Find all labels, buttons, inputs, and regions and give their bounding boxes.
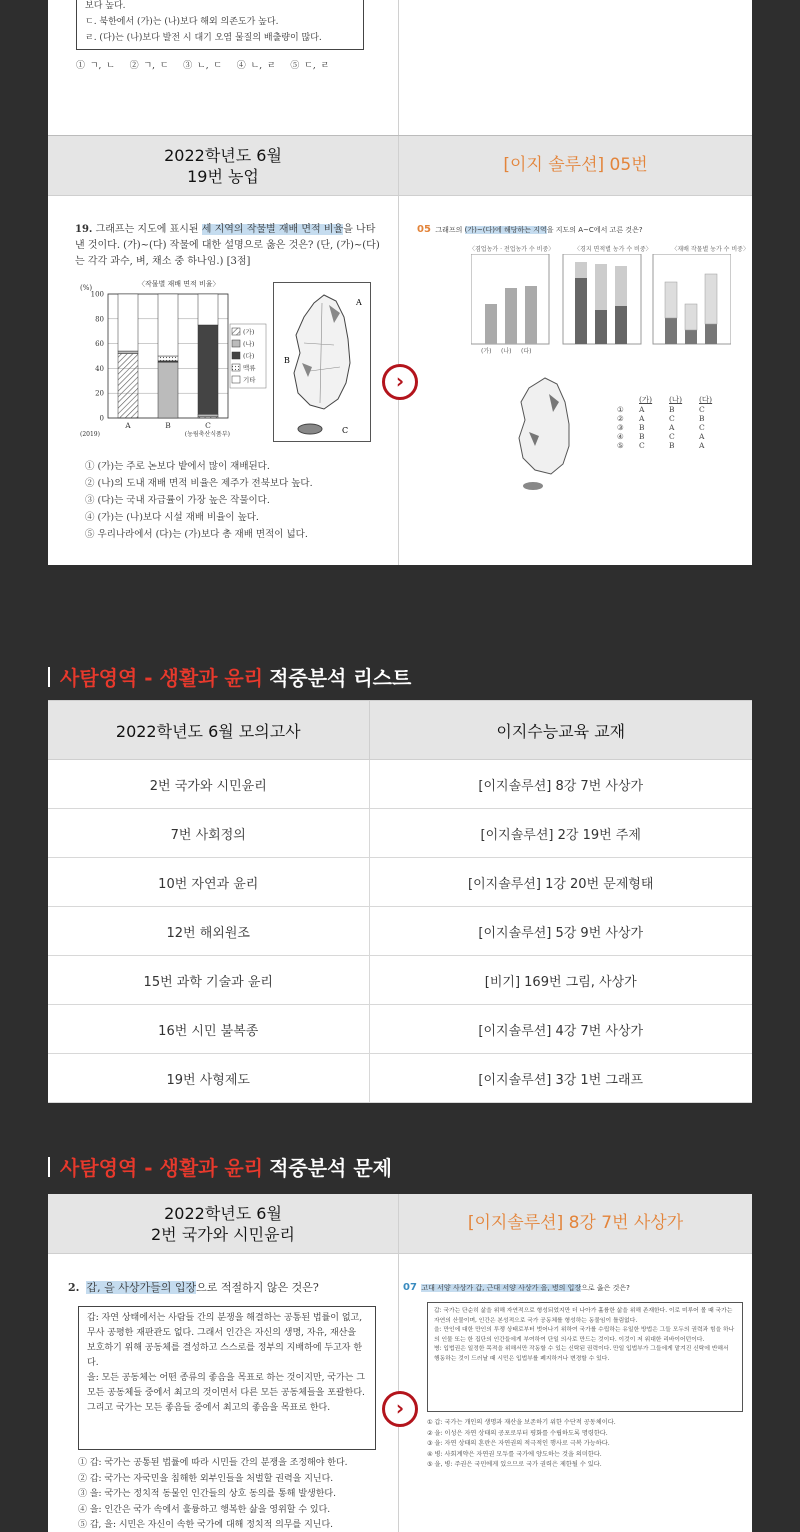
chevron-right-icon[interactable]: › (382, 1391, 418, 1427)
question-text-part: 을 나타낸 것이다. (가)~(다) 작물에 대한 설명으로 옳은 것은? (단, (가)~(다)는 각각 과수, 벼, 채소 중 하나임.) [3점] (75, 224, 380, 267)
y-tick-label: 60 (95, 340, 104, 349)
answer-row (617, 423, 729, 432)
legend-swatch (232, 340, 240, 347)
answer-row (617, 414, 729, 423)
table-cell: [이지솔루션] 2강 19번 주제 (369, 809, 752, 858)
solution-highlight: (가)~(다)에 해당하는 지역 (464, 226, 547, 234)
bar-segment (198, 294, 218, 325)
exam-header (48, 136, 399, 196)
thinker-statement: 병: 입법권은 일정한 목적을 위해서만 작동할 수 있는 신탁된 권력이다. 만일 입법부가 그들에게 맡겨진 신탁에 반해서 행동하는 것이 드러날 때 시민은 입법부를 폐지하거나 변경할 수 있다. (434, 1346, 729, 1362)
analysis-list-table (48, 700, 752, 1103)
header-line: 2022학년도 6월 (164, 145, 282, 165)
table-row (48, 1005, 752, 1054)
mini-chart-title: 〈재배 작물별 농가 수 비중〉 (671, 246, 749, 253)
y-tick-label: 20 (95, 389, 104, 398)
crop-area-chart (78, 278, 268, 448)
bar-segment (158, 294, 178, 356)
question-highlight: 갑, 을 사상가들의 입장 (86, 1281, 197, 1294)
question-text (75, 222, 381, 270)
answer-row (617, 405, 729, 414)
table-cell: 2번 국가와 시민윤리 (48, 760, 369, 809)
table-cell: [비기] 169번 그림, 사상가 (369, 956, 752, 1005)
option: ③ (다)는 국내 자급률이 가장 높은 작물이다. (85, 495, 270, 506)
option: ① 갑: 국가는 공통된 법률에 따라 시민들 간의 분쟁을 조정해야 한다. (78, 1458, 348, 1468)
solution-text-part: 으로 옳은 것은? (581, 1284, 630, 1292)
answer-cell: B (669, 405, 675, 414)
option: ② (나)의 도내 재배 면적 비율은 제주가 전북보다 높다. (85, 478, 313, 489)
x-tick-label: A (125, 421, 131, 430)
legend-swatch (232, 352, 240, 359)
answer-cell: B (639, 423, 645, 432)
bar-segment (118, 351, 138, 353)
table-cell: [이지솔루션] 8강 7번 사상가 (369, 760, 752, 809)
answer-row (617, 441, 729, 450)
section-title-list (48, 662, 411, 691)
top-left-exam (48, 0, 399, 135)
option: ⑤ 우리나라에서 (다)는 (가)보다 총 재배 면적이 넓다. (85, 529, 308, 540)
legend-label: (가) (243, 328, 255, 336)
solution-text (417, 224, 643, 235)
answer-cell: B (699, 414, 705, 423)
chart-unit: (%) (80, 284, 93, 292)
option: ④ (가)는 (나)보다 시설 재배 비율이 높다. (85, 512, 259, 523)
option: ③ 을: 자연 상태의 혼란은 자연권의 적극적인 행사로 극복 가능하다. (427, 1440, 610, 1447)
solution-header: [이지솔루션] 8강 7번 사상가 (399, 1194, 752, 1254)
solution-number: 07 (403, 1282, 417, 1293)
table-cell: 15번 과학 기술과 윤리 (48, 956, 369, 1005)
solution-text (403, 1282, 630, 1293)
answer-cell: C (639, 441, 645, 450)
thinker-box (78, 1306, 376, 1450)
question-text-part: 으로 적절하지 않은 것은? (196, 1281, 319, 1294)
solution-highlight: 고대 서양 사상가 갑, 근대 서양 사상가 을, 병의 입장 (421, 1284, 582, 1292)
top-right-empty (399, 0, 752, 135)
section-title-text: 적중분석 문제 (269, 1156, 392, 1180)
mini-chart-title: 〈겸업농가 · 전업농가 수 비중〉 (469, 246, 555, 253)
thinker-statement: 을: 모든 공동체는 어떤 종류의 좋음을 목표로 하는 것이지만, 국가는 그 모든 공동체들 중에서 최고의 것이면서 다른 모든 공동체들을 포괄한다. 그리고 국가는 모든 좋음들 중에서 최고의 좋음을 목표로 한다. (87, 1373, 365, 1413)
statement-box (76, 0, 364, 50)
solution-text-part: 그래프의 (435, 226, 465, 234)
legend-swatch (232, 328, 240, 335)
header-line: 2022학년도 6월 (164, 1203, 282, 1223)
option: ② 갑: 국가는 자국민을 침해한 외부인들을 처벌할 권력을 지닌다. (78, 1473, 334, 1484)
solution-question (399, 196, 752, 565)
mini-chart-title: 〈경지 면적별 농가 수 비중〉 (574, 246, 652, 253)
legend-label: 기타 (243, 376, 256, 384)
table-row (48, 760, 752, 809)
thinker-statement: 을: 만인에 대한 만인의 투쟁 상태로부터 벗어나기 위하여 국가를 수립하는 유일한 방법은 그들 모두의 권력과 힘을 하나의 인물 또는 한 집단의 인간들에게 부여하여 단일 의사로 만드는 것이다. 이것이 저 위대한 리바이어던이다. (434, 1327, 735, 1343)
bar-segment (158, 362, 178, 418)
solution-text-part: 을 지도의 A~C에서 고른 것은? (546, 226, 643, 234)
answer-col: (다) (699, 395, 713, 404)
option: ① (가)는 주로 논보다 밭에서 많이 재배된다. (85, 461, 270, 472)
exam-header (48, 1194, 399, 1254)
table-row (48, 956, 752, 1005)
table-cell: [이지솔루션] 3강 1번 그래프 (369, 1054, 752, 1103)
option: ① ㄱ, ㄴ (76, 61, 115, 71)
y-tick-label: 100 (90, 290, 104, 299)
answer-cell: A (699, 432, 705, 441)
option: ⑤ 갑, 을: 시민은 자신이 속한 국가에 대해 정치적 의무를 지닌다. (78, 1520, 334, 1530)
option: ② ㄱ, ㄷ (129, 61, 169, 71)
table-cell: [이지솔루션] 4강 7번 사상가 (369, 1005, 752, 1054)
answer-table (617, 394, 729, 450)
option: ④ 병: 사회계약은 자연권 모두를 국가에 양도하는 것을 의미한다. (427, 1450, 602, 1458)
chart-title: 〈작물별 재배 면적 비율〉 (138, 280, 220, 288)
table-cell: 19번 사형제도 (48, 1054, 369, 1103)
section-title-bar (48, 1157, 50, 1177)
thinker-statement: 갑: 자연 상태에서는 사람들 간의 분쟁을 해결하는 공통된 법률이 없고, 무사 공평한 재판관도 없다. 그래서 인간은 자신의 생명, 자유, 재산을 보호하기 위해 공동체를 결성하고 스스로를 정부의 지배하에 두고자 한다. (87, 1313, 363, 1368)
option: ④ 을: 인간은 국가 속에서 훌륭하고 행복한 삶을 영위할 수 있다. (78, 1504, 331, 1515)
options-list (78, 1456, 348, 1532)
x-tick-label: C (205, 421, 211, 430)
map-label-a: A (356, 298, 362, 307)
answer-cell: A (669, 423, 675, 432)
option: ④ ㄴ, ㄹ (236, 61, 276, 71)
solution-bar-labels (481, 346, 741, 355)
question-number: 2. (68, 1281, 80, 1294)
statement-line: ㄹ. (다)는 (나)보다 발전 시 대기 오염 물질의 배출량이 많다. (85, 33, 322, 43)
solution-chart-titles (469, 244, 749, 253)
question-text (68, 1280, 319, 1296)
solution-map-icon (501, 372, 587, 494)
y-tick-label: 40 (95, 364, 104, 373)
solution-options (427, 1418, 616, 1471)
y-tick-label: 0 (99, 414, 104, 423)
bar-label: (가) (481, 348, 492, 355)
y-tick-label: 80 (95, 315, 104, 324)
x-tick-label: B (165, 421, 171, 430)
bar-label: (다) (521, 348, 532, 355)
options-list (85, 458, 313, 543)
table-cell: 7번 사회정의 (48, 809, 369, 858)
legend-swatch (232, 364, 240, 371)
table-cell: 16번 시민 불복종 (48, 1005, 369, 1054)
chevron-right-icon[interactable]: › (382, 364, 418, 400)
legend-label: 맥류 (243, 364, 256, 372)
legend-label: (나) (243, 340, 255, 348)
solution-number: 05 (417, 224, 431, 235)
table-cell: 10번 자연과 윤리 (48, 858, 369, 907)
option: ⑤ ㄷ, ㄹ (290, 61, 330, 71)
section-title-problem (48, 1152, 392, 1181)
bar-segment (198, 325, 218, 414)
statement-line: 보다 높다. (85, 1, 126, 11)
bar-label: (나) (501, 348, 512, 355)
answer-cell: ③ (617, 423, 624, 432)
option: ⑤ 을, 병: 주권은 국민에게 있으므로 국가 권력은 제한될 수 있다. (427, 1461, 602, 1468)
question-highlight: 세 지역의 작물별 재배 면적 비율 (201, 224, 344, 235)
table-row (48, 809, 752, 858)
bar-segment (118, 354, 138, 418)
chart-year: (2019) (80, 431, 100, 438)
answer-cell: A (639, 414, 645, 423)
answer-cell: C (669, 414, 675, 423)
table-header-row (48, 701, 752, 760)
exam-question (48, 1254, 399, 1532)
option: ② 을: 이성은 자연 상태의 공포로부터 평화를 수립하도록 명령한다. (427, 1429, 608, 1437)
table-row (48, 858, 752, 907)
table-row (48, 907, 752, 956)
answer-cell: C (699, 405, 705, 414)
section-title-highlight: 사탐영역 - 생활과 윤리 (60, 1156, 264, 1180)
question-number: 19. (75, 224, 93, 235)
solution-question (399, 1254, 752, 1532)
bar-segment (158, 356, 178, 361)
header-line: 19번 농업 (187, 166, 259, 186)
comparison-card-agriculture (48, 135, 752, 565)
answer-col: (가) (639, 395, 653, 404)
table-cell: [이지솔루션] 1강 20번 문제형태 (369, 858, 752, 907)
bar-segment (198, 414, 218, 416)
legend-label: (다) (243, 352, 255, 360)
solution-mini-charts (471, 254, 731, 360)
answer-cell: A (699, 441, 705, 450)
section-title-bar (48, 667, 50, 687)
answer-row (617, 432, 729, 441)
answer-cell: C (669, 432, 675, 441)
answer-cell: C (699, 423, 705, 432)
answer-col: (나) (669, 395, 683, 404)
statement-line: ㄷ. 북한에서 (가)는 (나)보다 해외 의존도가 높다. (85, 17, 279, 27)
option: ① 갑: 국가는 개인의 생명과 재산을 보존하기 위한 수단적 공동체이다. (427, 1419, 616, 1426)
korea-map (273, 282, 371, 442)
answer-cell: ② (617, 414, 624, 423)
answer-cell: ① (617, 405, 624, 414)
map-label-b: B (284, 356, 290, 365)
answer-cell: B (669, 441, 675, 450)
option: ③ 을: 국가는 정치적 동물인 인간들의 상호 동의를 통해 발생한다. (78, 1489, 336, 1499)
bar-segment (118, 294, 138, 351)
column-header: 이지수능교육 교재 (369, 701, 752, 760)
answer-cell: ⑤ (617, 441, 624, 450)
section-title-highlight: 사탐영역 - 생활과 윤리 (60, 666, 264, 690)
options-row (76, 58, 329, 74)
solution-header: [이지 솔루션] 05번 (399, 136, 752, 196)
answer-cell: B (639, 432, 645, 441)
answer-cell: A (639, 405, 645, 414)
question-text-part: 그래프는 지도에 표시된 (95, 224, 202, 235)
column-header: 2022학년도 6월 모의고사 (48, 701, 369, 760)
map-outline-icon (274, 283, 370, 441)
thinker-statement: 갑: 국가는 단순히 삶을 위해 자연적으로 형성되었지만 더 나아가 훌륭한 삶을 위해 존재한다. 이로 미루어 볼 때 국가는 자연의 산물이며, 인간은 본성적으로 국가 공동체를 형성하는 동물임이 틀림없다. (434, 1308, 733, 1324)
table-row (48, 1054, 752, 1103)
section-title-text: 적중분석 리스트 (269, 666, 412, 690)
map-label-c: C (342, 426, 349, 435)
answer-cell: ④ (617, 432, 624, 441)
legend-swatch (232, 376, 240, 383)
chart-source: (농림축산식품부) (184, 431, 230, 438)
exam-question (48, 196, 399, 565)
solution-thinker-box (427, 1302, 743, 1412)
table-cell: [이지솔루션] 5강 9번 사상가 (369, 907, 752, 956)
table-cell: 12번 해외원조 (48, 907, 369, 956)
option: ③ ㄴ, ㄷ (183, 61, 223, 71)
header-line: 2번 국가와 시민윤리 (151, 1224, 295, 1244)
top-card (48, 0, 752, 135)
comparison-card-citizen-ethics (48, 1194, 752, 1532)
